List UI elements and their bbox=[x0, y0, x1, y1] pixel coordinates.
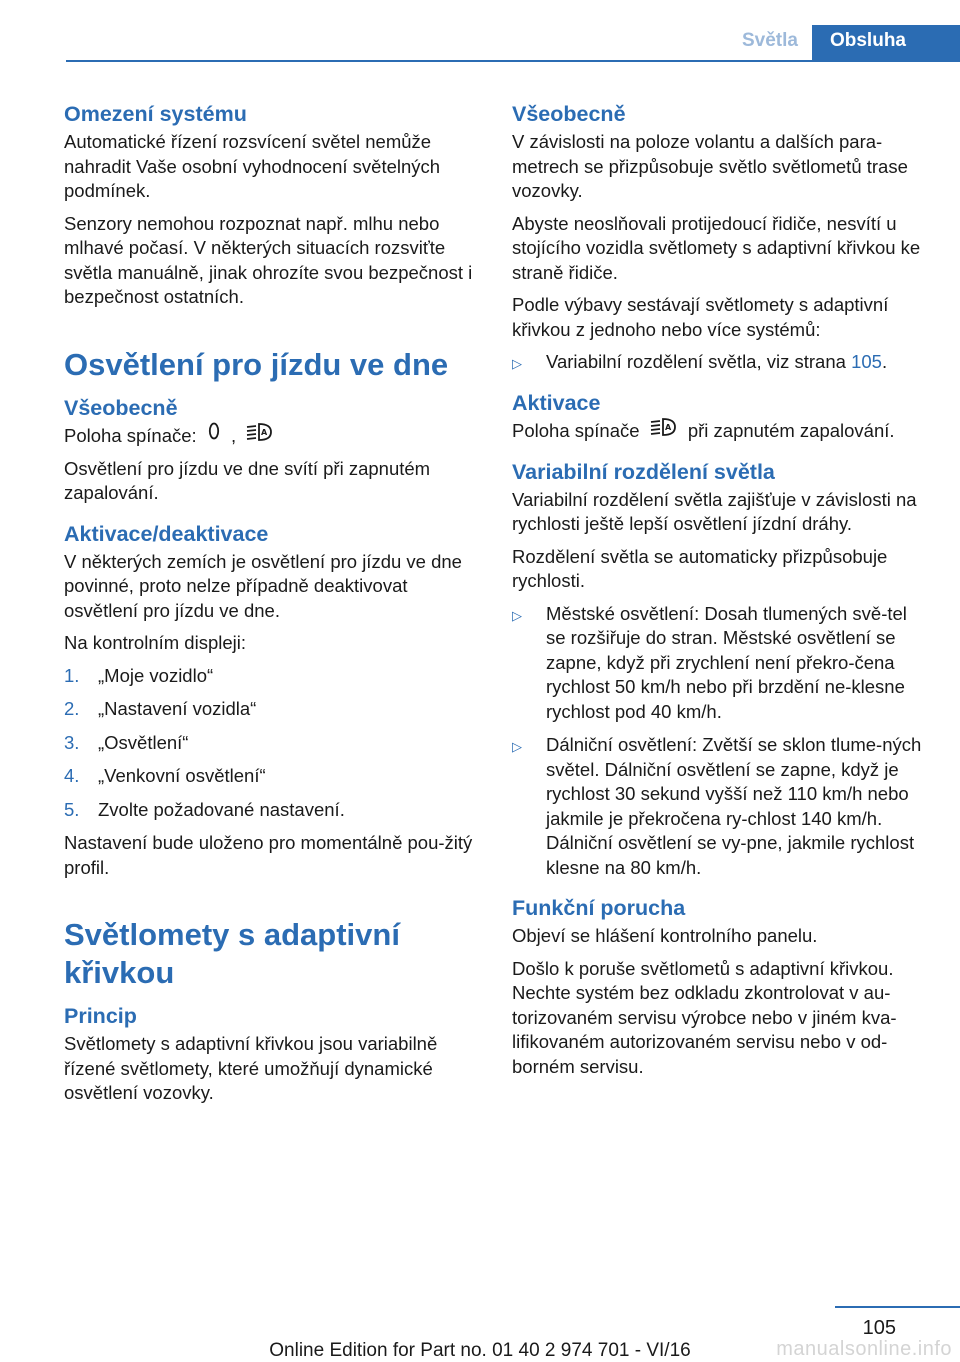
list-item bbox=[64, 731, 474, 756]
bullet-triangle-icon: ▷ bbox=[512, 356, 522, 371]
paragraph: Podle výbavy sestávají světlomety s adaptivní křivkou z jednoho nebo více systémů: bbox=[512, 294, 889, 340]
step-text: „Osvětlení“ bbox=[98, 731, 189, 753]
section-heading-aktivace: Aktivace/deaktivace bbox=[64, 521, 269, 546]
step-number: 4. bbox=[64, 765, 80, 787]
chapter-heading-svetlomety: Světlomety s adaptivní křivkou bbox=[64, 917, 400, 991]
list-item bbox=[64, 697, 474, 722]
section-heading-vseobecne: Všeobecně bbox=[64, 395, 178, 420]
light-modes-list bbox=[512, 602, 922, 881]
switch-position-label: Poloha spínače bbox=[512, 419, 640, 441]
step-number: 5. bbox=[64, 798, 80, 820]
page-number: 105 bbox=[862, 1317, 896, 1339]
switch-position-suffix: při zapnutém zapalování. bbox=[687, 419, 895, 441]
step-number: 3. bbox=[64, 731, 80, 753]
switch-separator: , bbox=[230, 424, 237, 446]
header-section-label[interactable]: Světla bbox=[742, 30, 798, 51]
section-heading-aktivace: Aktivace bbox=[512, 390, 601, 415]
auto-light-icon bbox=[650, 415, 678, 444]
list-item bbox=[512, 602, 922, 725]
switch-position-0-icon bbox=[207, 421, 221, 448]
switch-position-line bbox=[64, 424, 474, 449]
bullet-triangle-icon: ▷ bbox=[512, 607, 522, 623]
steps-list bbox=[64, 664, 474, 823]
step-text: „Moje vozidlo“ bbox=[98, 664, 214, 686]
step-number: 1. bbox=[64, 664, 80, 686]
paragraph: V závislosti na poloze volantu a dalších para‐metrech se přizpůsobuje světlo světlometů trase vozovky. bbox=[512, 131, 908, 201]
section-heading-porucha: Funkční porucha bbox=[512, 896, 686, 921]
paragraph: Abyste neoslňovali protijedoucí řidiče, nesvítí u stojícího vozidla světlomety s adaptivní křivkou ke straně řidiče. bbox=[512, 212, 921, 283]
paragraph: Senzory nemohou rozpoznat např. mlhu nebo mlhavé počasí. V některých situacích rozsviťte světla manuálně, jinak ohrozíte svou bezpečnost i bezpečnost ostatních. bbox=[64, 212, 473, 307]
list-item bbox=[512, 350, 922, 375]
section-heading-vseobecne: Všeobecně bbox=[512, 102, 626, 126]
paragraph: Došlo k poruše světlometů s adaptivní křivkou. Nechte systém bez odkladu zkontrolovat v au‐torizovaném servisu výrobce nebo v jiném kva‐lifikovaném autorizovaném servisu nebo v od‐borném servisu. bbox=[512, 957, 897, 1077]
step-text: Zvolte požadované nastavení. bbox=[98, 798, 345, 820]
watermark: manualsonline.info bbox=[776, 1338, 952, 1360]
header-tabs bbox=[742, 25, 960, 61]
paragraph: Osvětlení pro jízdu ve dne svítí při zapnutém zapalování. bbox=[64, 457, 431, 504]
step-number: 2. bbox=[64, 698, 80, 720]
list-item bbox=[64, 798, 474, 823]
systems-list bbox=[512, 350, 922, 375]
step-text: „Venkovní osvětlení“ bbox=[98, 765, 266, 787]
paragraph: V některých zemích je osvětlení pro jízdu ve dne povinné, proto nelze případně deaktivovat osvětlení pro jízdu ve dne. bbox=[64, 550, 462, 621]
section-heading-variabilni: Variabilní rozdělení světla bbox=[512, 459, 775, 484]
paragraph: Na kontrolním displeji: bbox=[64, 632, 246, 654]
list-item bbox=[512, 733, 922, 880]
switch-position-label: Poloha spínače: bbox=[64, 424, 197, 446]
switch-position-line bbox=[512, 419, 922, 444]
left-column bbox=[64, 100, 474, 1114]
paragraph: Automatické řízení rozsvícení světel nemůže nahradit Vaše osobní vyhodnocení světelných podmínek. bbox=[64, 131, 441, 201]
list-item bbox=[64, 664, 474, 689]
paragraph: Objeví se hlášení kontrolního panelu. bbox=[512, 925, 818, 947]
bullet-triangle-icon: ▷ bbox=[512, 739, 522, 755]
footer-edition: Online Edition for Part no. 01 40 2 974 701 - VI/16 bbox=[269, 1340, 691, 1361]
page-reference-link[interactable]: 105 bbox=[851, 351, 882, 372]
section-heading-princip: Princip bbox=[64, 1004, 137, 1029]
svg-text:A: A bbox=[261, 428, 268, 438]
paragraph: Nastavení bude uloženo pro momentálně pou‐žitý profil. bbox=[64, 832, 473, 878]
svg-text:A: A bbox=[664, 423, 671, 433]
paragraph: Rozdělení světla se automaticky přizpůsobuje rychlosti. bbox=[512, 545, 888, 592]
header-chapter-label[interactable]: Obsluha bbox=[812, 25, 960, 61]
paragraph: Světlomety s adaptivní křivkou jsou variabilně řízené světlomety, které umožňují dynamické osvětlení vozovky. bbox=[64, 1033, 438, 1104]
bullet-end: . bbox=[881, 351, 888, 372]
chapter-heading-osvetleni: Osvětlení pro jízdu ve dne bbox=[64, 346, 449, 382]
bullet-text: Dálniční osvětlení: Zvětší se sklon tlume‐ných světel. Dálniční osvětlení se zapne, když je rychlost 30 sekund vyšší než 110 km/h nebo jakmile je překročena ry‐chlost 140 km/h. Dálniční osvětlení se vy‐pne, jakmile rychlost klesne na 80 km/h. bbox=[546, 734, 922, 878]
step-text: „Nastavení vozidla“ bbox=[98, 698, 257, 720]
auto-light-icon bbox=[246, 420, 274, 449]
list-item bbox=[64, 764, 474, 789]
section-heading-omezeni: Omezení systému bbox=[64, 102, 247, 126]
right-column bbox=[512, 100, 922, 1087]
bullet-text: Městské osvětlení: Dosah tlumených svě‐tel se rozšiřuje do stran. Městské osvětlení se zapne, když při zrychlení není překro‐čena rychlost 50 km/h nebo při brzdění ne‐klesne rychlost pod 40 km/h. bbox=[546, 602, 907, 722]
paragraph: Variabilní rozdělení světla zajišťuje v závislosti na rychlosti ještě lepší osvětlení jízdní dráhy. bbox=[512, 488, 917, 535]
footer-rule bbox=[835, 1306, 960, 1308]
bullet-text: Variabilní rozdělení světla, viz strana bbox=[546, 351, 852, 372]
